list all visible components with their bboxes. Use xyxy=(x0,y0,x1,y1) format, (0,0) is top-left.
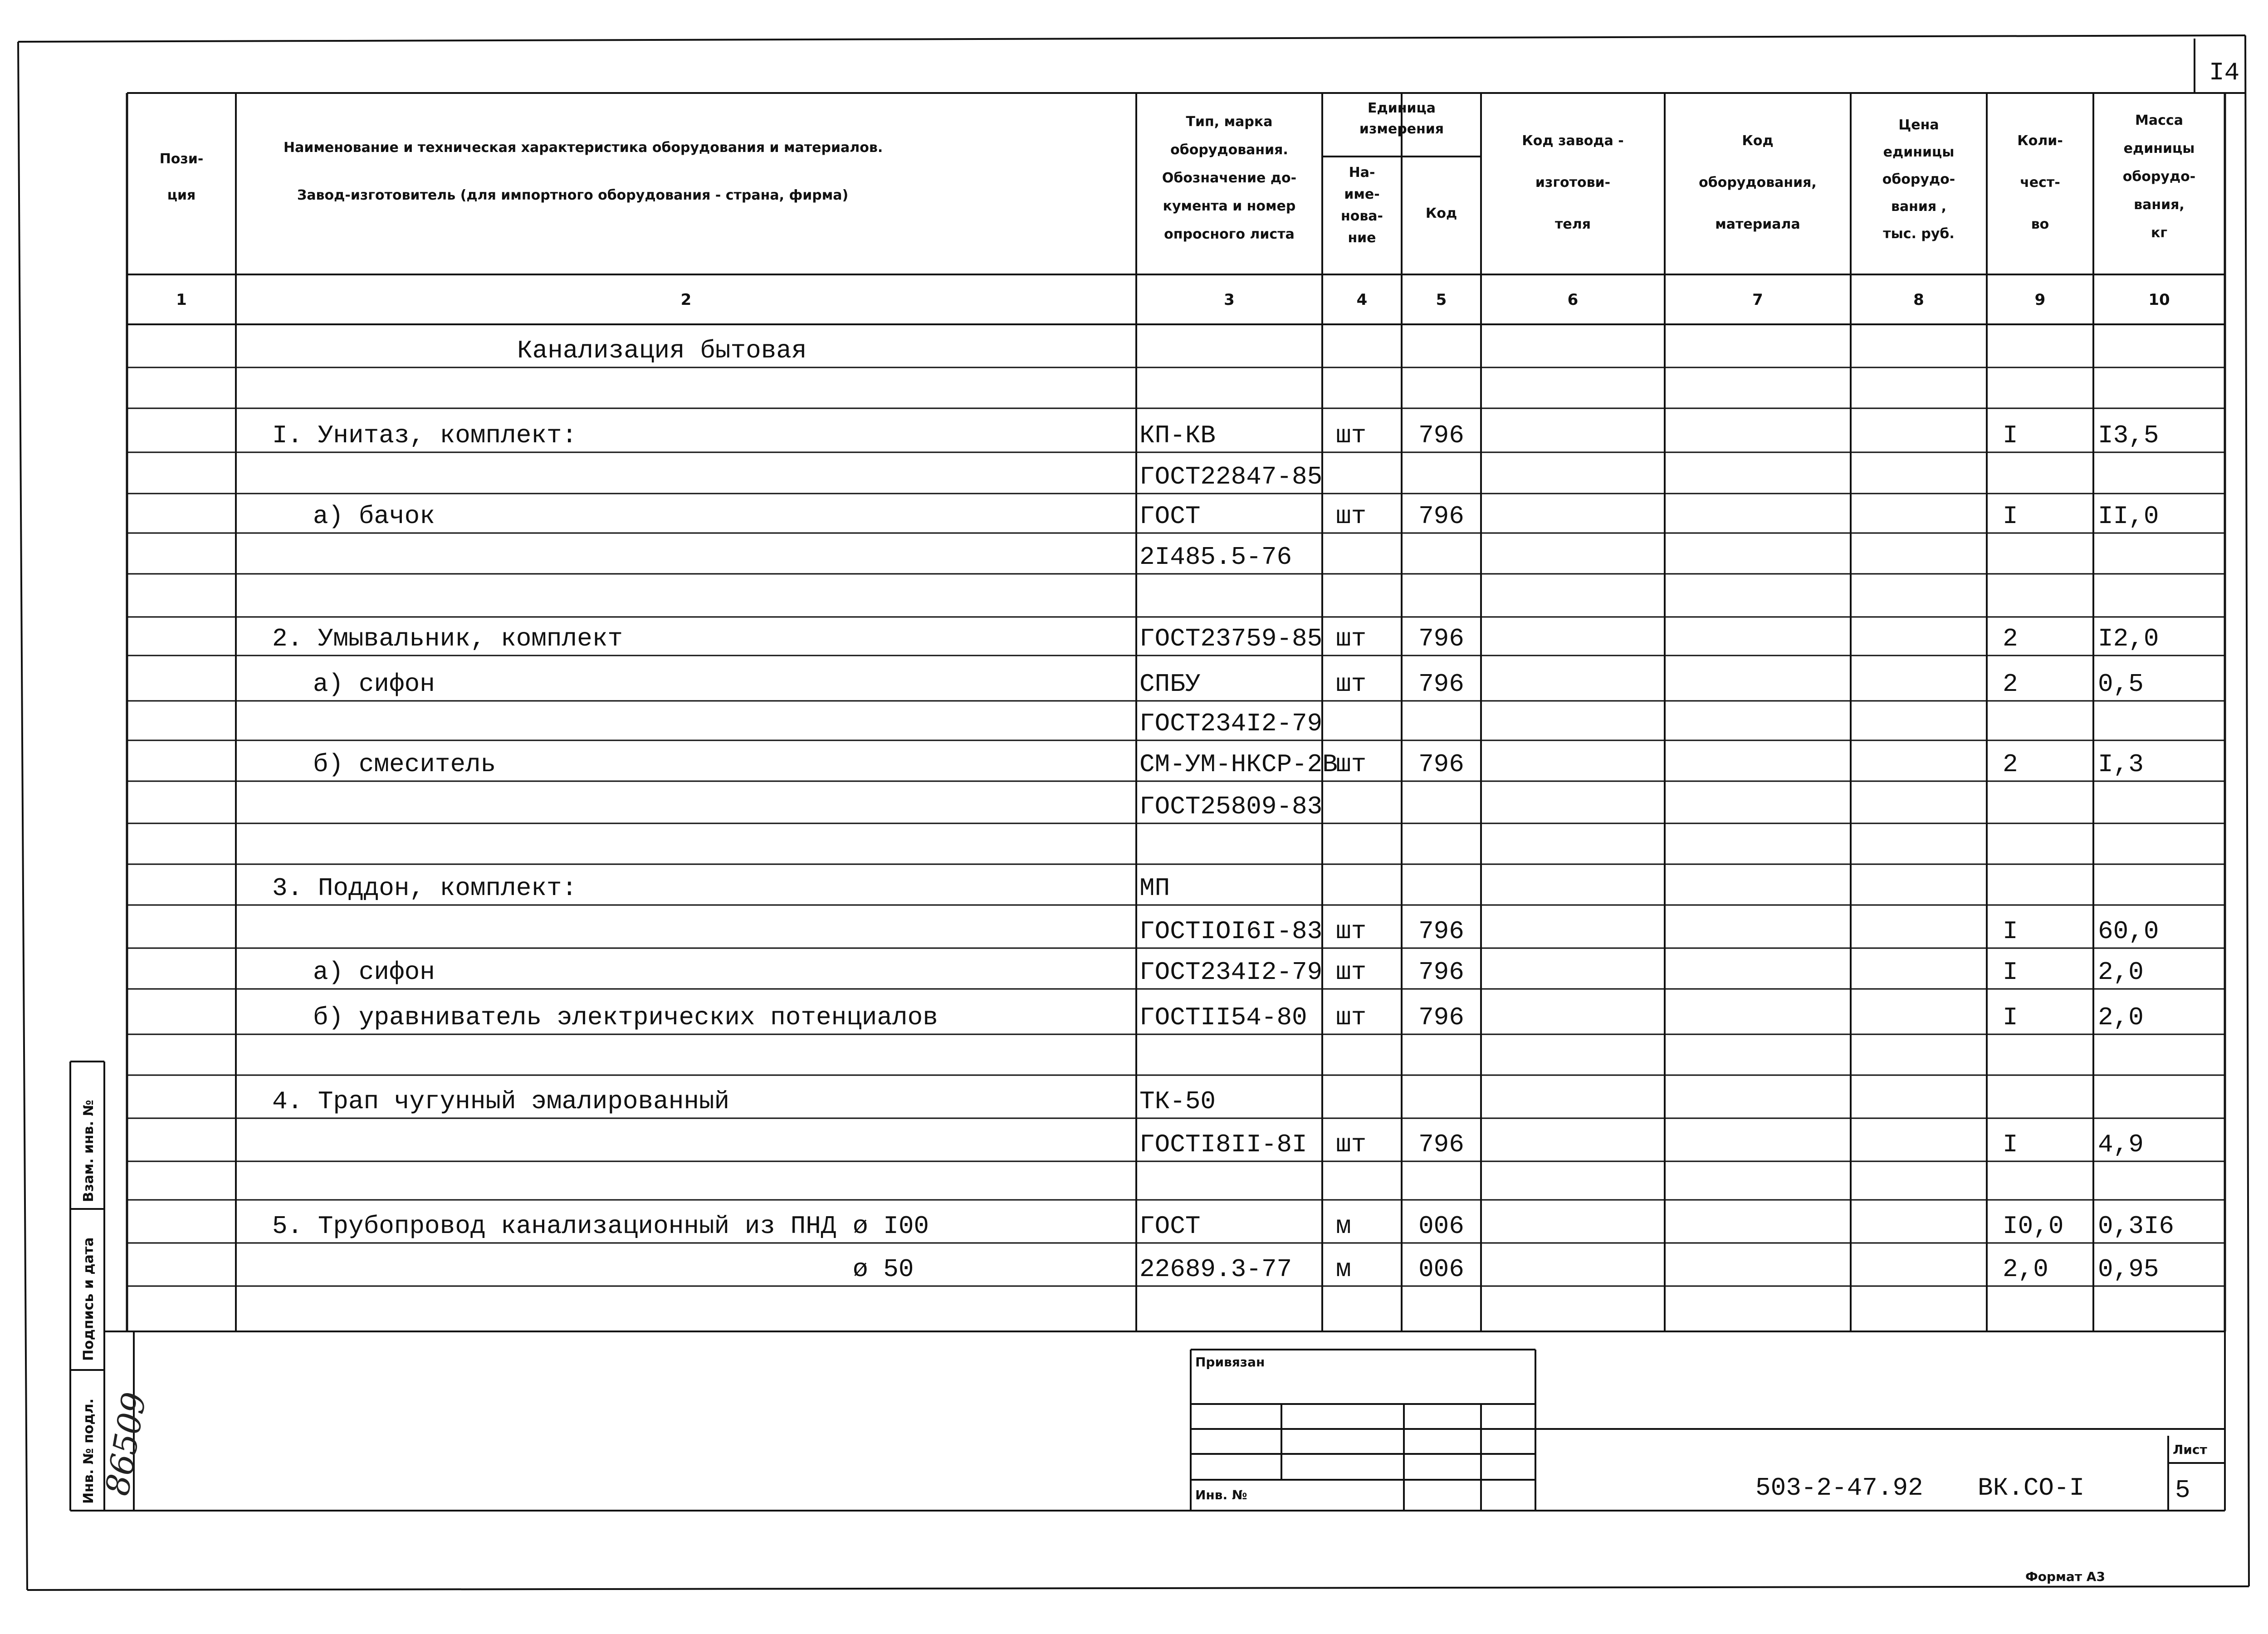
table-row xyxy=(1139,792,1322,821)
row-type-mark: СМ-УМ-НКСР-2В xyxy=(1139,750,1338,779)
table-header xyxy=(160,100,2196,246)
row-unit-name: шт xyxy=(1336,670,1367,699)
row-mass: 0,95 xyxy=(2098,1255,2159,1284)
table-row xyxy=(1139,709,1322,738)
row-name: а) сифон xyxy=(313,670,435,699)
header-position-line-1: Пози- xyxy=(159,151,204,167)
outer-frame xyxy=(18,35,2249,1590)
row-unit-name: м xyxy=(1336,1255,1351,1284)
row-type-mark: 2I485.5-76 xyxy=(1139,543,1292,572)
header-equipment-code-line-2: оборудования, xyxy=(1699,175,1817,191)
row-quantity: 2 xyxy=(2003,670,2018,699)
header-name-line-1: Наименование и техническая характеристика оборудования и материалов. xyxy=(284,140,883,156)
list-label: Лист xyxy=(2173,1442,2207,1457)
document-mark: ВК.СО-I xyxy=(1978,1473,2085,1502)
row-quantity: I xyxy=(2003,502,2018,531)
row-unit-code: 796 xyxy=(1418,750,1464,779)
row-unit-code: 796 xyxy=(1418,502,1464,531)
header-price-line-1: Цена xyxy=(1898,117,1939,133)
row-unit-name: шт xyxy=(1336,750,1367,779)
row-type-mark: ГОСТ23759-85 xyxy=(1139,624,1323,653)
header-plant-code-line-1: Код завода - xyxy=(1522,133,1624,149)
row-type-mark: 22689.3-77 xyxy=(1139,1255,1292,1284)
row-type-mark: ТК-50 xyxy=(1139,1087,1216,1116)
header-quantity-line-1: Коли- xyxy=(2017,133,2063,149)
sheet-corner-number: I4 xyxy=(2209,58,2240,87)
row-mass: 2,0 xyxy=(2098,1003,2144,1032)
table-row xyxy=(1139,917,2159,946)
row-unit-name: шт xyxy=(1336,624,1367,653)
row-unit-code: 006 xyxy=(1418,1212,1464,1241)
table-row xyxy=(313,1003,2144,1032)
row-mass: 4,9 xyxy=(2098,1130,2144,1159)
row-name: 3. Поддон, комплект: xyxy=(272,874,577,903)
column-number-9: 9 xyxy=(2034,291,2046,309)
row-diameter: ø 50 xyxy=(853,1255,914,1284)
header-unit-name-line-4: ние xyxy=(1348,230,1376,246)
row-name: 5. Трубопровод канализационный из ПНД xyxy=(272,1212,836,1241)
header-price-line-3: оборудо- xyxy=(1882,171,1955,187)
privyazan-label: Привязан xyxy=(1195,1355,1265,1370)
row-type-mark: ГОСТ xyxy=(1139,1212,1201,1241)
table-row xyxy=(313,958,2144,987)
header-name-line-2: Завод-изготовитель (для импортного оборудования - страна, фирма) xyxy=(297,187,849,203)
row-mass: I,3 xyxy=(2098,750,2144,779)
row-unit-code: 796 xyxy=(1418,421,1464,450)
header-plant-code-line-3: теля xyxy=(1555,216,1591,232)
row-unit-name: м xyxy=(1336,1212,1351,1241)
header-price-line-2: единицы xyxy=(1883,144,1955,160)
row-mass: I3,5 xyxy=(2098,421,2159,450)
row-name: а) бачок xyxy=(313,502,435,531)
row-diameter: ø I00 xyxy=(853,1212,929,1241)
row-quantity: 2,0 xyxy=(2003,1255,2048,1284)
row-type-mark: ГОСТII54-80 xyxy=(1139,1003,1307,1032)
row-quantity: I xyxy=(2003,958,2018,987)
header-price-line-4: вания , xyxy=(1891,199,1947,215)
format-label: Формат А3 xyxy=(2025,1569,2105,1584)
header-mass-line-5: кг xyxy=(2151,225,2168,241)
row-type-mark: МП xyxy=(1139,874,1170,903)
header-equipment-code-line-3: материала xyxy=(1715,216,1800,232)
row-type-mark: ГОСТ25809-83 xyxy=(1139,792,1323,821)
header-mass-line-2: единицы xyxy=(2123,141,2195,157)
row-type-mark: СПБУ xyxy=(1139,670,1201,699)
header-unit-code: Код xyxy=(1425,205,1457,221)
table-row xyxy=(1139,462,1322,491)
row-quantity: I xyxy=(2003,1130,2018,1159)
table-row xyxy=(313,502,2159,531)
header-type-line-3: Обозначение до- xyxy=(1162,170,1297,186)
row-unit-name: шт xyxy=(1336,421,1367,450)
row-name: 2. Умывальник, комплект xyxy=(272,624,623,653)
row-quantity: I0,0 xyxy=(2003,1212,2064,1241)
row-mass: 60,0 xyxy=(2098,917,2159,946)
table-row xyxy=(272,874,1170,903)
row-quantity: 2 xyxy=(2003,750,2018,779)
row-name: Канализация бытовая xyxy=(517,336,807,365)
header-plant-code-line-2: изготови- xyxy=(1535,175,1611,191)
row-type-mark: КП-КВ xyxy=(1139,421,1216,450)
row-quantity: I xyxy=(2003,1003,2018,1032)
column-number-10: 10 xyxy=(2148,291,2170,309)
row-name: б) уравниватель электрических потенциалов xyxy=(313,1003,938,1032)
row-mass: 0,3I6 xyxy=(2098,1212,2175,1241)
row-mass: 0,5 xyxy=(2098,670,2144,699)
row-mass: 2,0 xyxy=(2098,958,2144,987)
row-unit-name: шт xyxy=(1336,958,1367,987)
row-unit-name: шт xyxy=(1336,917,1367,946)
table-row xyxy=(313,750,2144,779)
list-number: 5 xyxy=(2175,1476,2190,1505)
vzam-inv-label: Взам. инв. № xyxy=(81,1100,97,1202)
row-unit-code: 796 xyxy=(1418,1003,1464,1032)
row-unit-code: 006 xyxy=(1418,1255,1464,1284)
row-name: 4. Трап чугунный эмалированный xyxy=(272,1087,730,1116)
row-type-mark: ГОСТ22847-85 xyxy=(1139,462,1323,491)
document-code: 503-2-47.92 xyxy=(1755,1473,1923,1502)
inv-number-handwritten: 86509 xyxy=(98,1389,154,1498)
row-type-mark: ГОСТ xyxy=(1139,502,1201,531)
column-number-4: 4 xyxy=(1356,291,1368,309)
header-type-line-5: опросного листа xyxy=(1164,226,1295,242)
row-quantity: 2 xyxy=(2003,624,2018,653)
table-row xyxy=(517,336,807,365)
header-unit-group-line-2: измерения xyxy=(1359,121,1444,137)
table-row xyxy=(1139,1130,2144,1159)
podpis-data-label: Подпись и дата xyxy=(81,1237,97,1361)
table-row xyxy=(1139,543,1292,572)
row-unit-code: 796 xyxy=(1418,1130,1464,1159)
row-unit-name: шт xyxy=(1336,502,1367,531)
table-row xyxy=(313,670,2144,699)
row-name: а) сифон xyxy=(313,958,435,987)
header-mass-line-3: оборудо- xyxy=(2122,169,2196,185)
row-type-mark: ГОСТ234I2-79 xyxy=(1139,709,1323,738)
table-row xyxy=(272,1212,2174,1241)
column-number-row xyxy=(176,291,2170,309)
header-equipment-code-line-1: Код xyxy=(1742,133,1774,149)
row-type-mark: ГОСТI8II-8I xyxy=(1139,1130,1307,1159)
row-quantity: I xyxy=(2003,421,2018,450)
column-number-7: 7 xyxy=(1752,291,1763,309)
header-type-line-2: оборудования. xyxy=(1170,142,1288,158)
row-type-mark: ГОСТIOI6I-83 xyxy=(1139,917,1323,946)
inv-podl-label: Инв. № подл. xyxy=(81,1398,97,1504)
header-position-line-2: ция xyxy=(167,187,196,203)
table-row xyxy=(272,1087,1216,1116)
table-row xyxy=(272,624,2159,653)
row-mass: II,0 xyxy=(2098,502,2159,531)
header-type-line-4: кумента и номер xyxy=(1163,198,1296,214)
row-unit-code: 796 xyxy=(1418,917,1464,946)
header-quantity-line-2: чест- xyxy=(2020,175,2060,191)
header-unit-group-line-1: Единица xyxy=(1368,100,1436,116)
column-number-1: 1 xyxy=(176,291,187,309)
header-price-line-5: тыс. руб. xyxy=(1883,226,1955,242)
row-type-mark: ГОСТ234I2-79 xyxy=(1139,958,1323,987)
header-quantity-line-3: во xyxy=(2031,216,2049,232)
inv-no-label: Инв. № xyxy=(1195,1487,1247,1502)
row-unit-code: 796 xyxy=(1418,624,1464,653)
header-mass-line-4: вания, xyxy=(2134,197,2185,213)
header-type-line-1: Тип, марка xyxy=(1186,114,1273,130)
header-unit-name-line-2: име- xyxy=(1344,186,1380,202)
row-mass: I2,0 xyxy=(2098,624,2159,653)
row-unit-code: 796 xyxy=(1418,670,1464,699)
table-body xyxy=(272,336,2174,1284)
column-number-6: 6 xyxy=(1567,291,1579,309)
row-unit-name: шт xyxy=(1336,1130,1367,1159)
header-unit-name-line-3: нова- xyxy=(1340,208,1383,224)
row-unit-name: шт xyxy=(1336,1003,1367,1032)
row-name: б) смеситель xyxy=(313,750,496,779)
row-quantity: I xyxy=(2003,917,2018,946)
header-mass-line-1: Масса xyxy=(2135,113,2183,128)
header-unit-name-line-1: На- xyxy=(1349,165,1375,181)
column-number-2: 2 xyxy=(680,291,692,309)
column-number-5: 5 xyxy=(1436,291,1447,309)
column-number-3: 3 xyxy=(1224,291,1235,309)
row-name: I. Унитаз, комплект: xyxy=(272,421,577,450)
table-row xyxy=(272,421,2159,450)
row-unit-code: 796 xyxy=(1418,958,1464,987)
column-number-8: 8 xyxy=(1913,291,1924,309)
table-row xyxy=(853,1255,2159,1284)
